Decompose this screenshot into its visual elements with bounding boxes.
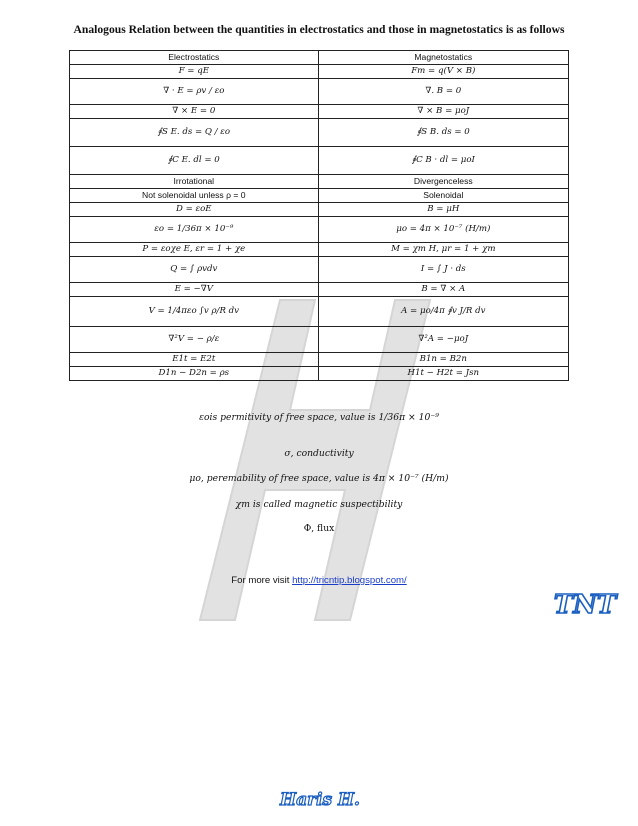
- table-row: [70, 203, 569, 217]
- table-row: [70, 119, 569, 147]
- blog-link[interactable]: http://tricntip.blogspot.com/: [292, 575, 407, 586]
- electro-cell: F = qE: [70, 65, 319, 79]
- table-row: [70, 105, 569, 119]
- permittivity-note: [0, 412, 638, 423]
- conductivity-note: σ, conductivity: [284, 448, 354, 459]
- magneto-cell: Solenoidal: [318, 189, 568, 203]
- magneto-cell: ∇. B = 0: [318, 79, 568, 105]
- table-row: [70, 217, 569, 243]
- magneto-cell: A = μo/4π ∮v J/R dv: [318, 297, 568, 327]
- flux-note: Φ, flux: [303, 523, 335, 534]
- electro-cell: ∇ × E = 0: [70, 105, 319, 119]
- page-title: Analogous Relation between the quantities in electrostatics and those in magnetostatics is as follows: [73, 23, 565, 36]
- author-logo-icon: [270, 783, 370, 813]
- electro-cell: V = 1/4πεo ∫v ρ/R dv: [70, 297, 319, 327]
- electro-cell: Not solenoidal unless ρ = 0: [70, 189, 319, 203]
- magneto-cell: μo = 4π × 10⁻⁷ (H/m): [318, 217, 568, 243]
- magneto-cell: ∮C B · dl = μoI: [318, 147, 568, 175]
- table-row: [70, 65, 569, 79]
- relations-table: [69, 50, 569, 381]
- visit-line: [0, 575, 638, 586]
- electro-cell: ∮C E. dl = 0: [70, 147, 319, 175]
- table-row: [70, 353, 569, 367]
- electro-cell: E1t = E2t: [70, 353, 319, 367]
- table-row: [70, 243, 569, 257]
- header-electrostatics: Electrostatics: [70, 51, 319, 65]
- tnt-logo-icon: [545, 585, 625, 621]
- table-row: [70, 147, 569, 175]
- tnt-logo-text: TNT: [553, 590, 617, 620]
- magneto-cell: I = ∫ J · ds: [318, 257, 568, 283]
- electro-cell: εo = 1/36π × 10⁻⁹: [70, 217, 319, 243]
- table-row: [70, 283, 569, 297]
- magneto-cell: Fm = q(V × B): [318, 65, 568, 79]
- magneto-cell: ∮S B. ds = 0: [318, 119, 568, 147]
- electro-cell: ∇²V = − ρ/ε: [70, 327, 319, 353]
- visit-prefix: For more visit: [231, 575, 293, 586]
- magneto-cell: Divergenceless: [318, 175, 568, 189]
- table-row: [70, 189, 569, 203]
- permeability-note: μo, peremability of free space, value is 4π × 10⁻⁷ (H/m): [189, 473, 449, 484]
- author-logo-text: Haris H.: [280, 790, 360, 810]
- permittivity-value: 1/36π × 10⁻⁹: [378, 412, 439, 423]
- magneto-cell: ∇ × B = μoJ: [318, 105, 568, 119]
- table-row: [70, 175, 569, 189]
- table-row: [70, 257, 569, 283]
- electro-cell: ∇ · E = ρv / εo: [70, 79, 319, 105]
- electro-cell: Q = ∫ ρvdv: [70, 257, 319, 283]
- electro-cell: D = εoE: [70, 203, 319, 217]
- table-header-row: [70, 51, 569, 65]
- table-row: [70, 327, 569, 353]
- header-magnetostatics: Magnetostatics: [318, 51, 568, 65]
- magneto-cell: B = ∇ × A: [318, 283, 568, 297]
- magneto-cell: B1n = B2n: [318, 353, 568, 367]
- magneto-cell: B = μH: [318, 203, 568, 217]
- magneto-cell: M = χm H, μr = 1 + χm: [318, 243, 568, 257]
- table-row: [70, 367, 569, 381]
- electro-cell: ∮S E. ds = Q / εo: [70, 119, 319, 147]
- table-row: [70, 79, 569, 105]
- susceptibility-note: χm is called magnetic suspectibility: [235, 499, 403, 510]
- table-row: [70, 297, 569, 327]
- electro-cell: E = −∇V: [70, 283, 319, 297]
- magneto-cell: ∇²A = −μoJ: [318, 327, 568, 353]
- permittivity-text: εois permitivity of free space, value is: [199, 412, 376, 423]
- magneto-cell: H1t − H2t = Jsn: [318, 367, 568, 381]
- electro-cell: D1n − D2n = ρs: [70, 367, 319, 381]
- electro-cell: P = εoχe E, εr = 1 + χe: [70, 243, 319, 257]
- electro-cell: Irrotational: [70, 175, 319, 189]
